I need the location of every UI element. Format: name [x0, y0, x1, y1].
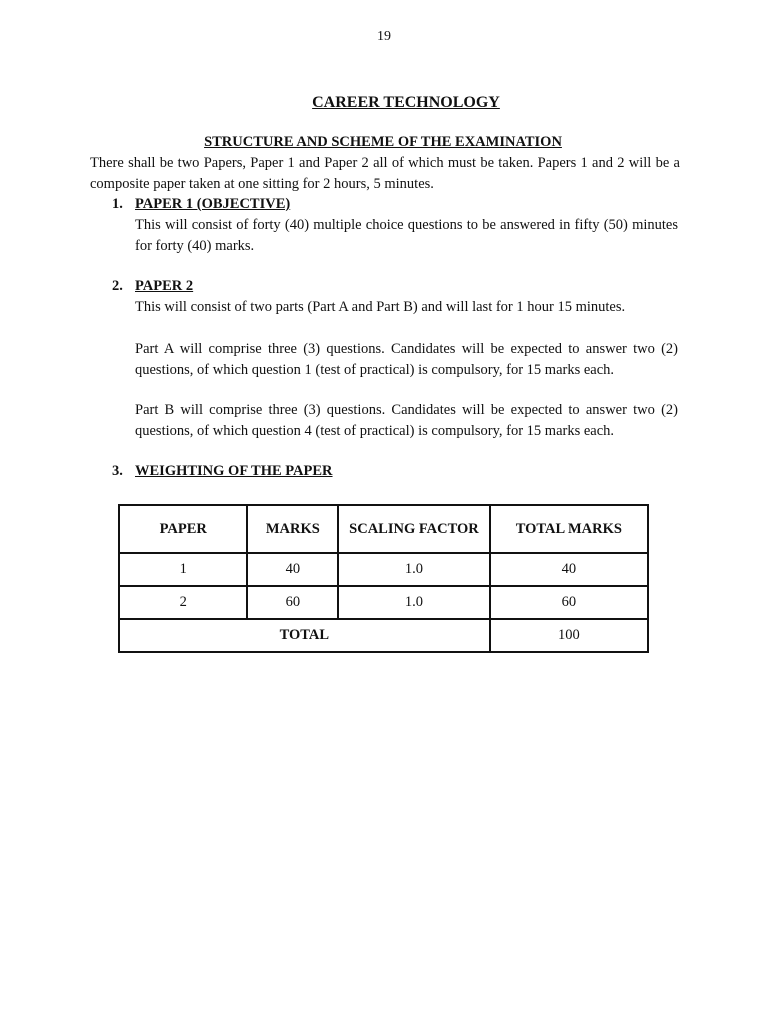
section-heading-paper-2 — [112, 278, 193, 295]
table-cell: 60 — [490, 586, 648, 619]
section-heading-weighting — [112, 463, 333, 480]
section-heading-text: PAPER 1 (OBJECTIVE) — [135, 196, 291, 212]
section-heading-paper-1 — [112, 196, 290, 213]
table-cell: 60 — [247, 586, 338, 619]
part-a-description: Part A will comprise three (3) questions. Candidates will be expected to answer two (2) questions, of which question 1 (test of practical) is compulsory, for 15 marks each. — [135, 341, 678, 378]
paper-2-description: This will consist of two parts (Part A and Part B) and will last for 1 hour 15 minutes. — [135, 299, 626, 315]
page-number: 19 — [377, 29, 391, 44]
table-header-row — [119, 505, 648, 553]
table-cell: 40 — [490, 553, 648, 586]
table-cell: 1.0 — [338, 586, 489, 619]
table-cell: 40 — [247, 553, 338, 586]
table-header-cell: MARKS — [247, 505, 338, 553]
weighting-table — [118, 504, 649, 653]
table-total-row — [119, 619, 648, 652]
paper-1-description: This will consist of forty (40) multiple choice questions to be answered in fifty (50) minutes for forty (40) marks. — [135, 217, 678, 254]
table-header-cell: SCALING FACTOR — [338, 505, 489, 553]
total-label: TOTAL — [119, 619, 490, 652]
intro-paragraph: There shall be two Papers, Paper 1 and Paper 2 all of which must be taken. Papers 1 and 2 will be a composite paper taken at one sitting for 2 hours, 5 minutes. — [90, 155, 680, 192]
page-title: CAREER TECHNOLOGY — [312, 94, 500, 111]
table-cell: 1.0 — [338, 553, 489, 586]
page-subtitle: STRUCTURE AND SCHEME OF THE EXAMINATION — [204, 134, 562, 150]
table-header-cell: PAPER — [119, 505, 247, 553]
table-row — [119, 553, 648, 586]
table-row — [119, 586, 648, 619]
table-cell: 2 — [119, 586, 247, 619]
table-header-cell: TOTAL MARKS — [490, 505, 648, 553]
section-number: 3. — [112, 463, 123, 479]
section-number: 2. — [112, 278, 123, 294]
table-cell: 1 — [119, 553, 247, 586]
section-heading-text: PAPER 2 — [135, 278, 194, 294]
section-heading-text: WEIGHTING OF THE PAPER — [135, 463, 333, 479]
section-number: 1. — [112, 196, 123, 212]
total-value: 100 — [490, 619, 648, 652]
part-b-description: Part B will comprise three (3) questions. Candidates will be expected to answer two (2) questions, of which question 4 (test of practical) is compulsory, for 15 marks each. — [135, 402, 678, 439]
